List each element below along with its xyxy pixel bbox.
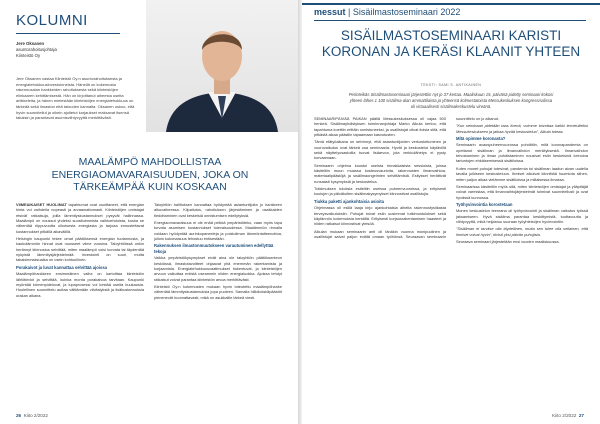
body-paragraph: Kuten monet puhujat totesivat, pandemia toi sisäilman laadun aivan uudella tavalla julkiseen keskusteluun. Ihmiset alkoivat kiinnittää huomiota siihen, miten paljon aikaa vietämme sisätiloissa ja millaisessa ilmassa. bbox=[456, 165, 588, 182]
page-number-right: 27 bbox=[578, 413, 584, 418]
article-body bbox=[314, 116, 588, 404]
lead-in: VIIMEAIKAISET HUOLIMAT bbox=[16, 202, 67, 207]
body-paragraph: Energiaomavaraisuus ei ole enää pelkkä ympäristöteko, vaan myös tapa turvata asumisen kustannukset tulevaisuudessa. Maalämmön rinnalla voidaan hyödyntää aurinkopaneeleja ja poistoilman lämmöntalteenottoa, jolloin kokonaisuus tehostuu entisestään. bbox=[154, 220, 282, 242]
body-paragraph: Ohjelmassa oli esillä laaja kirjo ajankohtaisia aiheita rakennusfysiikasta terveysvaikutuksiin. Puhujat toivat esiin uusimmat tutkimustulokset sekä käytännön kokemuksia kentältä. Erityisesti korjausrakentamisen haasteet ja niiden ratkaisut kiinnostivat yleisöä. bbox=[314, 205, 446, 227]
body-paragraph: Seminaarin ohjelma koostui useista rinnakkaisista sessioista, joissa käsiteltiin muun muassa kosteusvaurioita, rakennusten ilmanvaihtoa, materiaalipäästöjä ja sisäilmaongelmien selvittämistä. Esitykset herättivät runsaasti kysymyksiä ja keskustelua. bbox=[314, 162, 446, 184]
body-paragraph: Tutkimuksen tuloksia esiteltiin useissa puheenvuoroissa, ja erityisesti koulujen ja päiväkotien sisäilmakysymykset kiinnostivat osallistujia. bbox=[314, 186, 446, 197]
column-body bbox=[16, 202, 282, 402]
body-paragraph: Taloyhtiön hallituksen kannattaa hyödyntää asiantuntijoita jo hankkeen alkuvaiheessa. Kilpailutus, rahoituksen järjestäminen ja osakkaiden tiedottaminen ovat keskeisiä onnistumisen edellytyksiä. bbox=[154, 202, 282, 218]
body-paragraph: Alkulan mukaan seminaarin anti oli tänäkin vuonna monipuolinen ja osallistujat saivat paljon eväitä omaan työhönsä. Seuraavan seminaarin suunnittelu on jo alkanut. bbox=[314, 116, 500, 239]
subheading: Työhyvinvointia korostetaan bbox=[456, 201, 513, 207]
column-title-rule bbox=[16, 33, 120, 34]
page-number-left: 26 bbox=[16, 413, 22, 418]
section-title: Sisäilmastoseminaari 2022 bbox=[352, 7, 461, 17]
body-paragraph: Seuraava seminaari järjestetään ensi vuoden maaliskuussa. bbox=[456, 239, 560, 244]
body-paragraph: Tämä etätyöaikana on selvinnyt, että asiantuntijoiden verkostoituminen ja vuorovaikutus ovat tärkeä osa seminaaria. Hyvät ja keskustelut käytävillä sekä näyttelyosastoilla tuovat lisäarvoa, jota verkkolähetys ei pysty korvaamaan. bbox=[314, 139, 446, 161]
body-paragraph: Seminaarissa käsiteltiin myös sitä, miten kiinteistöjen omistajat ja ylläpitäjät voivat varmistaa, että ilmanvaihtojärjestelmät toimivat suunnitellusti ja ovat hyvässä kunnossa. bbox=[456, 183, 588, 200]
subheading: Mitä opimme koronasta? bbox=[456, 136, 506, 142]
body-paragraph: Monen keskustelun teemana oli työhyvinvointi ja sisäilman vaikutus työssä jaksamiseen. Hyvä sisäilma parantaa keskittymistä, tuottavuutta ja viihtyvyyttä, mikä heijastuu suoraan työyhteisöjen hyvinvointiin. bbox=[456, 208, 588, 224]
author-role: asuntorahoitusjohtaja bbox=[16, 46, 57, 52]
right-footer bbox=[552, 413, 584, 418]
author-name: Jere Oksanen bbox=[16, 41, 45, 46]
body-paragraph: Kiinteistö Oy:n kokemusten mukaan hyvin toteutettu maalämpöhanke vähentää lämmityskustannuksia jopa puoleen. Samalla hiilidioksidipäästöt pienenevät huomattavasti, mikä on asukkaille tärkeä viesti. bbox=[154, 283, 282, 300]
section-top-rule bbox=[302, 3, 600, 5]
column-title: KOLUMNI bbox=[16, 12, 88, 29]
magazine-issue-left: Kiito 2/2022 bbox=[23, 413, 48, 418]
author-photo bbox=[146, 0, 298, 132]
subheading: Porakaivot ja luvat kannattaa selvittää ajoissa bbox=[16, 264, 108, 270]
author-company: Kiinteistö Oy bbox=[16, 52, 41, 58]
body-paragraph: Helsingin kaupunki tekee omat päätöksensä energian tuotannosta, ja kaukolämmön hinnat ovat nousseet viime vuosina. Taloyhtiöissä onkin herännyt kiinnostus selvittää, miten maalämpö voisi korvata tai täydentää nykyistä lämmitysjärjestelmää. Investointi on suuri, mutta takaisinmaksuaika on usein kohtuullinen. bbox=[16, 236, 144, 263]
section-tag-rule bbox=[314, 20, 586, 21]
magazine-issue-right: Kiito 2/2022 bbox=[552, 413, 577, 418]
body-paragraph: Maalämpöhankkeen ensimmäinen vaihe on kartoittaa kiinteistön lähtötiedot ja selvittää, kuinka monta porakaivoa tarvitaan. Kaupunki myöntää toimenpideluvat, ja lupaprosessi voi kestää useita kuukausia. Huolellinen suunnittelu auttaa välttämään viivästyksiä ja lisäkustannuksia urakan aikana. bbox=[16, 271, 144, 298]
section-name: messut bbox=[314, 7, 346, 17]
author-intro: Jere Oksanen vastaa Kiinteistö Oy:n asuntorahoituksesta ja energiatehokkuusinvestoinneista. Hänellä on kokemusta rakennusalan hankkeiden rahoituksesta sekä kiinteistöjen elinkaaren kehittämisestä. Hän on kirjoittanut aiheesta useita artikkeleita, ja hänen mielestään kiinteistöjen energiatehokkuus on tärkeää sekä ilmaston että talouden kannalta. Oksanen uskoo, että hyvin suunnitellut ja oikein ajoitetut korjaukset maksavat itsensä takaisin ja parantavat asumisviihtyvyyttä merkittävästi. bbox=[16, 76, 135, 121]
body-paragraph: Seminaarin avauspuheenvuorossa pohdittiin, mitä koronapandemia on opettanut sisäilman ja ilmanvaihdon merkityksestä. Ilmanvaihdon tehostaminen ja ilman puhdistaminen nousivat esiin keskeisinä keinoina tartuntojen ehkäisemisessä sisätiloissa. bbox=[456, 142, 588, 164]
quote-paragraph: "Sisäilman ei tarvitse olla täydellinen, mutta sen tulee olla sellainen, että ihmiset voivat hyvin", tiivisti yksi päivän puhujista. bbox=[456, 226, 588, 237]
author-block bbox=[16, 41, 57, 58]
article-ingress: Perinteikäs Sisäilmastoseminaari järjestettiin nyt jo 37 kertaa. Maaliskuun 15. päivänä pidetty seminaari kokosi yhteen lähes 1 100 sisäilma-alan ammattilaista ja yhteensä kolmestatoista Messukeskuksen kongressisalissa oli virtuaalisesti sisäilmakeskustelu vireänä. bbox=[348, 92, 554, 109]
quote-paragraph: "Kun seminaari pidetään taas livenä, voimme toivottaa kaikki tervetulleiksi Messukeskukseen ja jatkaa hyvää keskustelua", Alkula toteaa. bbox=[456, 123, 588, 134]
left-page bbox=[0, 0, 298, 424]
subheading: Tiukka paketti ajankohtaisia asioita bbox=[314, 198, 384, 204]
section-tag: messut | Sisäilmastoseminaari 2022 bbox=[314, 7, 461, 17]
left-footer bbox=[16, 413, 48, 418]
author-portrait-illustration bbox=[146, 0, 298, 132]
paragraph-text: tapahtumat ovat osoittaneet, että energian hinta voi vaihdella nopeasti ja arvaamattomasti. Kiinteistöjen omistajat etsivät ratkaisuja, joilla lämmityskustannukset pysyvät hallinnassa. Maalämpö on noussut yhdeksi suosituimmista vaihtoehdoista, koska se vähentää riippuvuutta ulkoisesta energiasta ja tarjoaa ennustettavat kustannukset pitkällä aikavälillä. bbox=[16, 202, 144, 234]
column-headline: MAALÄMPÖ MAHDOLLISTAA ENERGIAOMAVARAISUUDEN, JOKA ON TÄRKEÄMPÄÄ KUIN KOSKAAN bbox=[51, 156, 249, 193]
article-headline: SISÄILMASTOSEMINAARI KARISTI KORONAN JA KERÄSI KLAANIT YHTEEN bbox=[321, 28, 581, 59]
right-page bbox=[302, 0, 600, 424]
article-byline: TEKSTI: SAMI S. ANTIKAINEN bbox=[420, 83, 482, 87]
body-paragraph bbox=[16, 202, 144, 234]
subheading: Rakennuksen ilmastonmuutokseen varautuminen edellyttää tekoja bbox=[154, 243, 274, 254]
body-paragraph: Vaikka ympäristökysymykset eivät aina ole taloyhtiön päätöksenteon keskiössä, ilmastotavoitteet ohjaavat yhä enemmän rakentamista ja korjaamista. Energiatehokkuusvaatimukset tiukentuvat, ja kiinteistöjen arvoon vaikuttaa entistä useammin niiden energialuokka. Ajoissa tehdyt ratkaisut voivat parantaa kiinteistön arvoa merkittävästi. bbox=[154, 255, 282, 282]
body-paragraph: SEMINAARIPÄIVÄÄ PAIKAN päällä Messukeskuksessa oli vajaa 500 henkeä. Sisäilmayhdistyksen toiminnanjohtaja Marko Alkula kertoo, että tapahtuma koettiin erittäin onnistuneeksi, ja osallistujat olivat iloisia siitä, että pitkästä aikaa päästiin tapaamaan kasvotusten. bbox=[314, 116, 446, 138]
